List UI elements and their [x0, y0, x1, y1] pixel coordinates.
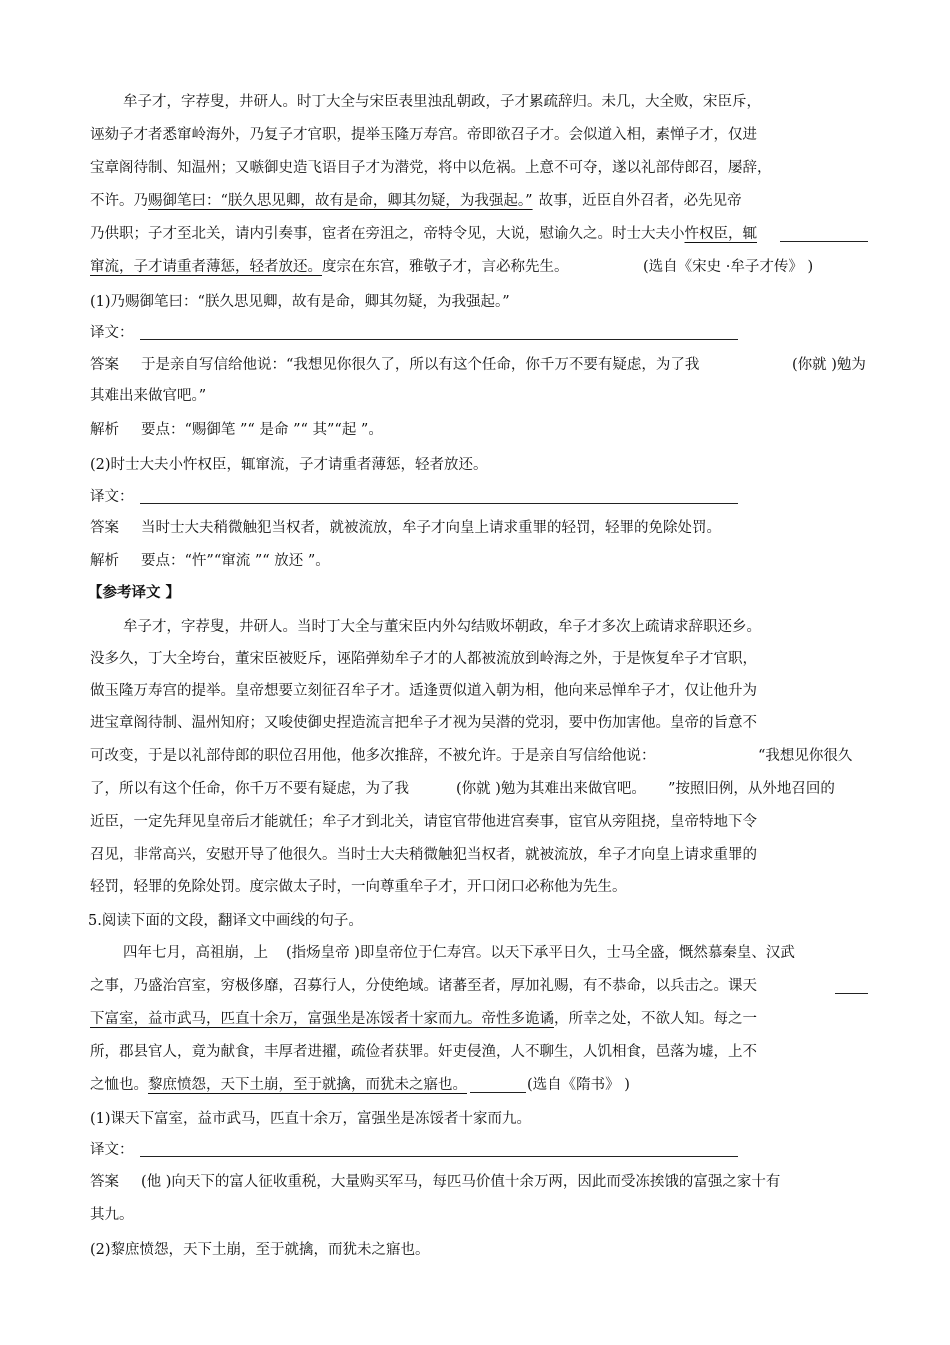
reference-line-4: 进宝章阁待制、温州知府；又唆使御史捏造流言把牟子才视为吴潜的党羽，要中伤加害他。皇帝的旨意不 — [90, 715, 757, 731]
translate-label-2: 译文： — [90, 489, 134, 505]
reference-line-5: 可改变，于是以礼部侍郎的职位召用他，他多次推辞，不被允许。于是亲自写信给他说： — [90, 748, 656, 764]
reference-line-8: 召见，非常高兴，安慰开导了他很久。当时士大夫稍微触犯当权者，就被流放，牟子才向皇上请求重罪的 — [90, 847, 757, 863]
question-5-1: (1)课天下富室，益市武马，匹直十余万，富强坐是冻馁者十家而九。 — [90, 1111, 532, 1127]
reference-line-6-end: ”按照旧例，从外地召回的 — [668, 781, 835, 797]
answer-label-3: 答案 — [90, 1174, 119, 1190]
q5-line-5 — [90, 1075, 467, 1095]
question-1: (1)乃赐御笔曰：“朕久思见卿，故有是命，卿其勿疑，为我强起。” — [90, 294, 510, 310]
q5-line-5-start: 之恤也。 — [90, 1077, 148, 1093]
reference-line-5-end: “我想见你很久 — [758, 748, 853, 764]
answer-line-1 — [140, 339, 738, 340]
underlined-sentence-3: 下富室，益市武马，匹直十余万，富强坐是冻馁者十家而九。 — [90, 1011, 482, 1027]
underlined-sentence-4: 帝性多诡谲 — [481, 1011, 554, 1027]
analysis-2: 要点：“忤”“窜流 ”“ 放还 ”。 — [141, 553, 330, 569]
answer-1-line-1: 于是亲自写信给他说：“我想见你很久了，所以有这个任命，你千万不要有疑虑，为了我 — [141, 357, 700, 373]
answer-1-line-1-end: (你就 )勉为 — [792, 357, 866, 373]
passage1-line-6 — [90, 257, 569, 277]
passage1-line-6-end: 度宗在东宫，雅敬子才，言必称先生。 — [322, 259, 569, 275]
answer-label-2: 答案 — [90, 520, 119, 536]
answer-3-line-1: (他 )向天下的富人征收重税，大量购买军马，每匹马价值十余万两，因此而受冻挨饿的富强之家十有 — [141, 1174, 781, 1190]
q5-line-3-end: ，所幸之处，不欲人知。每之一 — [554, 1011, 757, 1027]
question-5-2: (2)黎庶愤怨，天下土崩，至于就擒，而犹未之寤也。 — [90, 1242, 430, 1258]
reference-heading: 【参考译文 】 — [88, 584, 181, 601]
analysis-1: 要点：“赐御笔 ”“ 是命 ”“ 其”“起 ”。 — [141, 422, 383, 438]
passage1-line-5-start: 乃供职；子才至北关，请内引奏事，宦者在旁沮之，帝特令见，大说，慰谕久之。时士大夫小 — [90, 226, 685, 242]
question-5-title: 5.阅读下面的文段，翻译文中画线的句子。 — [88, 913, 363, 929]
q5-line-4: 所，郡县官人，竟为献食，丰厚者进擢，疏俭者获罪。奸吏侵渔，人不聊生，人饥相食，邑落为墟，上不 — [90, 1044, 757, 1060]
reference-line-2: 没多久，丁大全垮台，董宋臣被贬斥，诬陷弹劾牟子才的人都被流放到岭海之外，于是恢复牟子才官职， — [90, 651, 757, 667]
reference-line-9: 轻罚，轻罪的免除处罚。度宗做太子时，一向尊重牟子才，开口闭口必称他为先生。 — [90, 879, 627, 895]
underlined-sentence-1: 赐御笔曰：“朕久思见卿，故有是命，卿其勿疑，为我强起。” — [148, 193, 533, 209]
passage1-line-2: 诬劾子才者悉窜岭海外，乃复子才官职，提举玉隆万寿宫。帝即欲召子才。会似道入相，素惮子才，仅进 — [90, 127, 757, 143]
passage1-source: (选自《宋史 ·牟子才传》 ) — [643, 259, 814, 275]
q5-line-2: 之事，乃盛治宫室，穷极侈靡，召募行人，分使绝域。诸蕃至者，厚加礼赐，有不恭命，以兵击之。课天 — [90, 978, 757, 994]
passage1-line-5 — [90, 224, 757, 244]
underlined-sentence-2-start: 忤权臣，辄 — [684, 226, 757, 242]
answer-2: 当时士大夫稍微触犯当权者，就被流放，牟子才向皇上请求重罪的轻罚，轻罪的免除处罚。 — [141, 520, 721, 536]
underlined-sentence-2-end: 窜流，子才请重者薄惩，轻者放还。 — [90, 259, 322, 275]
reference-line-7: 近臣，一定先拜见皇帝后才能就任；牟子才到北关，请宦官带他进宫奏事，宦官从旁阻挠，皇帝特地下令 — [90, 814, 757, 830]
passage1-line-1: 牟子才，字荐叟，井研人。时丁大全与宋臣表里浊乱朝政，子才累疏辞归。未几，大全败，宋臣斥， — [123, 94, 761, 110]
translate-label-1: 译文： — [90, 325, 134, 341]
q5-source: (选自《隋书》 ) — [527, 1077, 630, 1093]
answer-label-1: 答案 — [90, 357, 119, 373]
passage1-line-4-end: 故事，近臣自外召者，必先见帝 — [538, 193, 742, 209]
analysis-label-1: 解析 — [90, 422, 119, 438]
answer-3-line-2: 其九。 — [90, 1207, 134, 1223]
q5-line-3 — [90, 1009, 757, 1029]
underline-extension — [780, 241, 868, 242]
answer-line-3 — [140, 1156, 738, 1157]
q5-line-1-end: (指炀皇帝 )即皇帝位于仁寿宫。以天下承平日久，士马全盛，慨然慕秦皇、汉武 — [286, 945, 795, 961]
underline-extension — [835, 993, 868, 994]
passage1-line-4 — [90, 191, 742, 211]
underline-extension — [470, 1092, 526, 1093]
answer-line-2 — [140, 503, 738, 504]
question-2: (2)时士大夫小忤权臣，辄窜流，子才请重者薄惩，轻者放还。 — [90, 457, 488, 473]
passage1-line-4-start: 不许。乃 — [90, 193, 148, 209]
analysis-label-2: 解析 — [90, 553, 119, 569]
reference-line-6: 了，所以有这个任命，你千万不要有疑虑，为了我 — [90, 781, 409, 797]
q5-line-1-start: 四年七月，高祖崩，上 — [123, 945, 268, 961]
reference-line-1: 牟子才，字荐叟，井研人。当时丁大全与董宋臣内外勾结败坏朝政，牟子才多次上疏请求辞职还乡。 — [123, 619, 761, 635]
answer-1-line-2: 其难出来做官吧。” — [90, 388, 207, 404]
passage1-line-3: 宝章阁待制、知温州；又嗾御史造飞语目子才为潜党，将中以危祸。上意不可夺，遂以礼部侍郎召，屡辞， — [90, 160, 772, 176]
reference-line-3: 做玉隆万寿宫的提举。皇帝想要立刻征召牟子才。适逢贾似道入朝为相，他向来忌惮牟子才，仅让他升为 — [90, 683, 757, 699]
underlined-sentence-5: 黎庶愤怨，天下土崩，至于就擒，而犹未之寤也。 — [148, 1077, 467, 1093]
reference-line-6-mid: (你就 )勉为其难出来做官吧。 — [456, 781, 646, 797]
translate-label-3: 译文： — [90, 1142, 134, 1158]
